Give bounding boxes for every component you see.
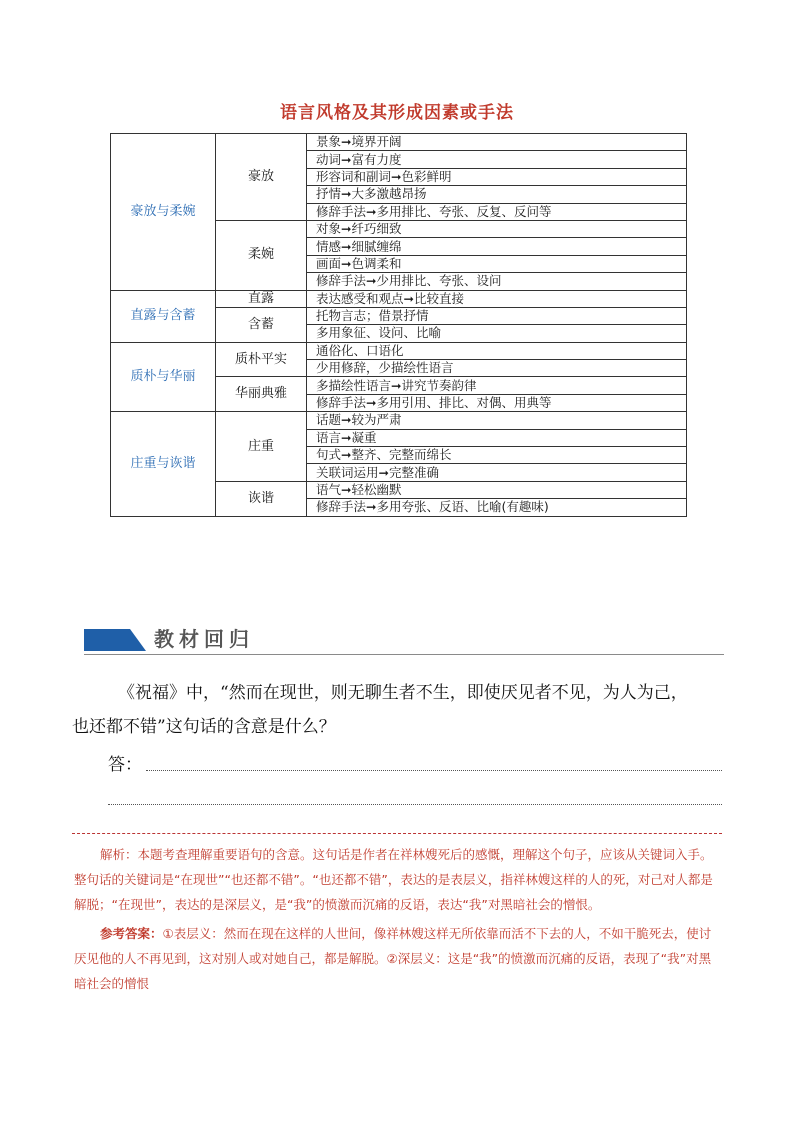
- feature-cell: 句式➞整齐、完整而绵长: [307, 447, 687, 464]
- subcategory-cell: 柔婉: [216, 220, 307, 290]
- subcategory-cell: 华丽典雅: [216, 377, 307, 412]
- section-bar-icon: [84, 629, 146, 651]
- section-underline: [84, 654, 724, 655]
- answer-label: 答：: [108, 755, 142, 775]
- feature-cell: 话题➞较为严肃: [307, 412, 687, 429]
- table-row: [111, 412, 687, 429]
- section-title: 教材回归: [154, 627, 254, 651]
- question: [72, 676, 738, 744]
- feature-cell: 修辞手法➞少用排比、夸张、设问: [307, 273, 687, 290]
- answer-line-2[interactable]: [108, 804, 722, 805]
- category-cell: 质朴与华丽: [111, 342, 216, 412]
- feature-cell: 形容词和副词➞色彩鲜明: [307, 168, 687, 185]
- analysis-text: 解析：本题考查理解重要语句的含意。这句话是作者在祥林嫂死后的感慨，理解这个句子，应该从关键词入手。整句话的关键词是“在现世”“也还都不错”。“也还都不错”，表达的是表层义，指祥林嫂这样的人的死，对己对人都是解脱；“在现世”，表达的是深层义，是“我”的愤激而沉痛的反语，表达“我”对黑暗社会的憎恨。: [74, 847, 713, 912]
- feature-cell: 多描绘性语言➞讲究节奏韵律: [307, 377, 687, 394]
- reference-answer: [74, 921, 722, 996]
- feature-cell: 托物言志；借景抒情: [307, 307, 687, 324]
- category-cell: 豪放与柔婉: [111, 134, 216, 291]
- reference-answer-label: 参考答案：: [100, 926, 163, 941]
- section-header: [84, 623, 724, 655]
- subcategory-cell: 质朴平实: [216, 342, 307, 377]
- subcategory-cell: 庄重: [216, 412, 307, 482]
- subcategory-cell: 豪放: [216, 134, 307, 221]
- table-title: 语言风格及其形成因素或手法: [280, 103, 514, 123]
- divider: [72, 833, 722, 834]
- feature-cell: 动词➞富有力度: [307, 151, 687, 168]
- table-row: [111, 342, 687, 359]
- analysis-block: [74, 842, 722, 996]
- feature-cell: 表达感受和观点➞比较直接: [307, 290, 687, 307]
- category-cell: 庄重与诙谐: [111, 412, 216, 516]
- table-row: [111, 290, 687, 307]
- reference-answer-text: ①表层义：然而在现在这样的人世间，像祥林嫂这样无所依靠而活不下去的人，不如干脆死去，使讨厌见他的人不再见到，这对别人或对她自己，都是解脱。②深层义：这是“我”的愤激而沉痛的反语，表现了“我”对黑暗社会的憎恨: [74, 926, 712, 991]
- subcategory-cell: 含蓄: [216, 307, 307, 342]
- feature-cell: 抒情➞大多激越昂扬: [307, 186, 687, 203]
- subcategory-cell: 直露: [216, 290, 307, 307]
- feature-cell: 关联词运用➞完整准确: [307, 464, 687, 481]
- feature-cell: 修辞手法➞多用夸张、反语、比喻(有趣味): [307, 499, 687, 516]
- feature-cell: 语言➞凝重: [307, 429, 687, 446]
- language-style-table: [110, 133, 687, 517]
- feature-cell: 多用象征、设问、比喻: [307, 325, 687, 342]
- question-line-2: 也还都不错”这句话的含意是什么？: [72, 717, 336, 737]
- table-row: [111, 134, 687, 151]
- feature-cell: 景象➞境界开阔: [307, 134, 687, 151]
- feature-cell: 对象➞纤巧细致: [307, 220, 687, 237]
- feature-cell: 通俗化、口语化: [307, 342, 687, 359]
- feature-cell: 少用修辞，少描绘性语言: [307, 360, 687, 377]
- category-cell: 直露与含蓄: [111, 290, 216, 342]
- feature-cell: 语气➞轻松幽默: [307, 481, 687, 498]
- feature-cell: 修辞手法➞多用引用、排比、对偶、用典等: [307, 394, 687, 411]
- subcategory-cell: 诙谐: [216, 481, 307, 516]
- question-line-1: 《祝福》中，“然而在现世，则无聊生者不生，即使厌见者不见，为人为己，: [118, 683, 688, 703]
- feature-cell: 情感➞细腻缠绵: [307, 238, 687, 255]
- answer-line-1[interactable]: [146, 770, 722, 771]
- feature-cell: 画面➞色调柔和: [307, 255, 687, 272]
- feature-cell: 修辞手法➞多用排比、夸张、反复、反问等: [307, 203, 687, 220]
